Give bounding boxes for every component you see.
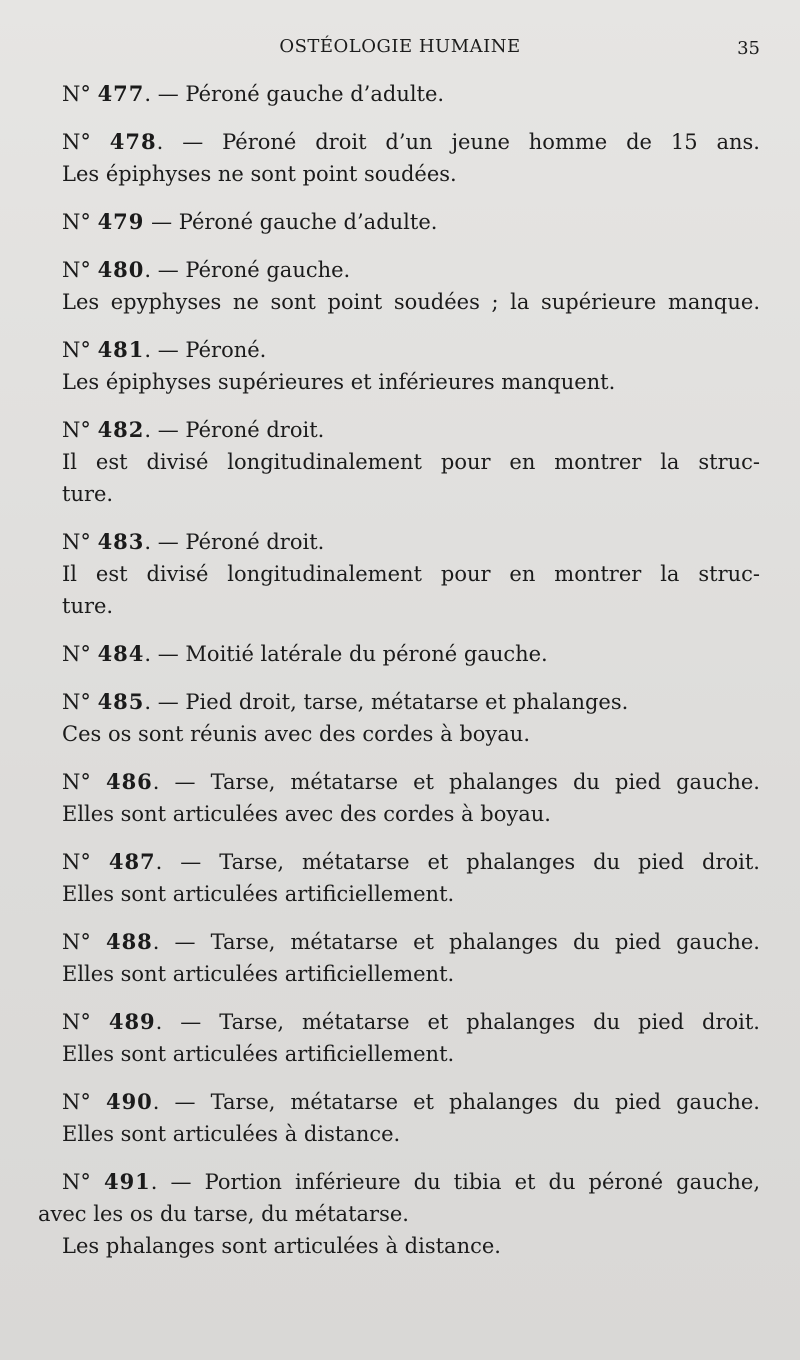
entry-title: . — Péroné gauche. xyxy=(144,258,351,282)
entry-description-cont: ture. xyxy=(62,594,114,618)
entry-no-label: N° xyxy=(62,1090,91,1114)
entry-no-label: N° xyxy=(62,258,91,282)
page-number: 35 xyxy=(737,38,760,59)
entry-title: . — Tarse, métatarse et phalanges du pied gauche. xyxy=(152,770,760,794)
entry-no-label: N° xyxy=(62,530,91,554)
entry-title: . — Péroné droit. xyxy=(144,418,325,442)
entry-number: 486 xyxy=(105,769,153,794)
entry-488 xyxy=(62,926,760,990)
entry-477 xyxy=(62,78,760,110)
entry-description: Elles sont articulées artificiellement. xyxy=(62,962,455,986)
entry-description: Les phalanges sont articulées à distance. xyxy=(62,1234,501,1258)
entry-number: 477 xyxy=(97,81,145,106)
entry-no-label: N° xyxy=(62,338,91,362)
entry-481 xyxy=(62,334,760,398)
entry-number: 485 xyxy=(97,689,145,714)
entry-title-cont: avec les os du tarse, du métatarse. xyxy=(38,1202,409,1226)
entry-description: Elles sont articulées à distance. xyxy=(62,1122,401,1146)
entry-number: 478 xyxy=(109,129,157,154)
entry-482 xyxy=(62,414,760,510)
entry-number: 490 xyxy=(105,1089,153,1114)
running-title: OSTÉOLOGIE HUMAINE xyxy=(279,36,521,57)
entry-description: Les épiphyses ne sont point soudées. xyxy=(62,162,457,186)
entry-description: Elles sont articulées artificiellement. xyxy=(62,882,455,906)
entry-number: 483 xyxy=(97,529,145,554)
entry-description: Il est divisé longitudinalement pour en montrer la struc- xyxy=(62,562,760,586)
entry-description: Les epyphyses ne sont point soudées ; la supérieure manque. xyxy=(62,290,760,314)
entry-489 xyxy=(62,1006,760,1070)
entry-486 xyxy=(62,766,760,830)
entry-description: Ces os sont réunis avec des cordes à boyau. xyxy=(62,722,530,746)
entry-number: 482 xyxy=(97,417,145,442)
entry-title: . — Péroné gauche d’adulte. xyxy=(144,82,445,106)
entry-title: . — Tarse, métatarse et phalanges du pied droit. xyxy=(155,850,760,874)
entry-title: . — Tarse, métatarse et phalanges du pied droit. xyxy=(155,1010,760,1034)
entry-title: — Péroné gauche d’adulte. xyxy=(144,210,438,234)
entry-no-label: N° xyxy=(62,1170,91,1194)
entry-478 xyxy=(62,126,760,190)
entry-483 xyxy=(62,526,760,622)
entry-description-cont: ture. xyxy=(62,482,114,506)
entry-487 xyxy=(62,846,760,910)
entry-number: 481 xyxy=(97,337,145,362)
entry-description: Elles sont articulées artificiellement. xyxy=(62,1042,455,1066)
entry-number: 487 xyxy=(108,849,156,874)
entry-no-label: N° xyxy=(62,130,91,154)
entry-title: . — Pied droit, tarse, métatarse et phalanges. xyxy=(144,690,629,714)
entry-no-label: N° xyxy=(62,930,91,954)
entry-no-label: N° xyxy=(62,210,91,234)
entry-490 xyxy=(62,1086,760,1150)
entry-no-label: N° xyxy=(62,770,91,794)
entry-title: . — Moitié latérale du péroné gauche. xyxy=(144,642,548,666)
entry-description: Elles sont articulées avec des cordes à boyau. xyxy=(62,802,551,826)
entry-title: . — Tarse, métatarse et phalanges du pied gauche. xyxy=(152,930,760,954)
entry-484 xyxy=(62,638,760,670)
entry-479 xyxy=(62,206,760,238)
entry-number: 484 xyxy=(97,641,145,666)
entry-485 xyxy=(62,686,760,750)
entry-description: Il est divisé longitudinalement pour en montrer la struc- xyxy=(62,450,760,474)
entry-no-label: N° xyxy=(62,82,91,106)
entry-title: . — Péroné. xyxy=(144,338,267,362)
entry-no-label: N° xyxy=(62,850,91,874)
entry-title: . — Portion inférieure du tibia et du péroné gauche, xyxy=(150,1170,760,1194)
entry-number: 488 xyxy=(105,929,153,954)
page-header xyxy=(0,36,800,60)
entry-title: . — Tarse, métatarse et phalanges du pied gauche. xyxy=(152,1090,760,1114)
entry-number: 480 xyxy=(97,257,145,282)
entry-no-label: N° xyxy=(62,418,91,442)
entry-title: . — Péroné droit d’un jeune homme de 15 ans. xyxy=(156,130,760,154)
entry-description: Les épiphyses supérieures et inférieures manquent. xyxy=(62,370,616,394)
entry-title: . — Péroné droit. xyxy=(144,530,325,554)
entry-number: 479 xyxy=(97,209,145,234)
entry-no-label: N° xyxy=(62,642,91,666)
entry-480 xyxy=(62,254,760,318)
entry-no-label: N° xyxy=(62,690,91,714)
entry-no-label: N° xyxy=(62,1010,91,1034)
entry-number: 489 xyxy=(108,1009,156,1034)
entry-number: 491 xyxy=(103,1169,151,1194)
entry-491 xyxy=(38,1166,760,1262)
catalog-entries xyxy=(38,78,760,1278)
